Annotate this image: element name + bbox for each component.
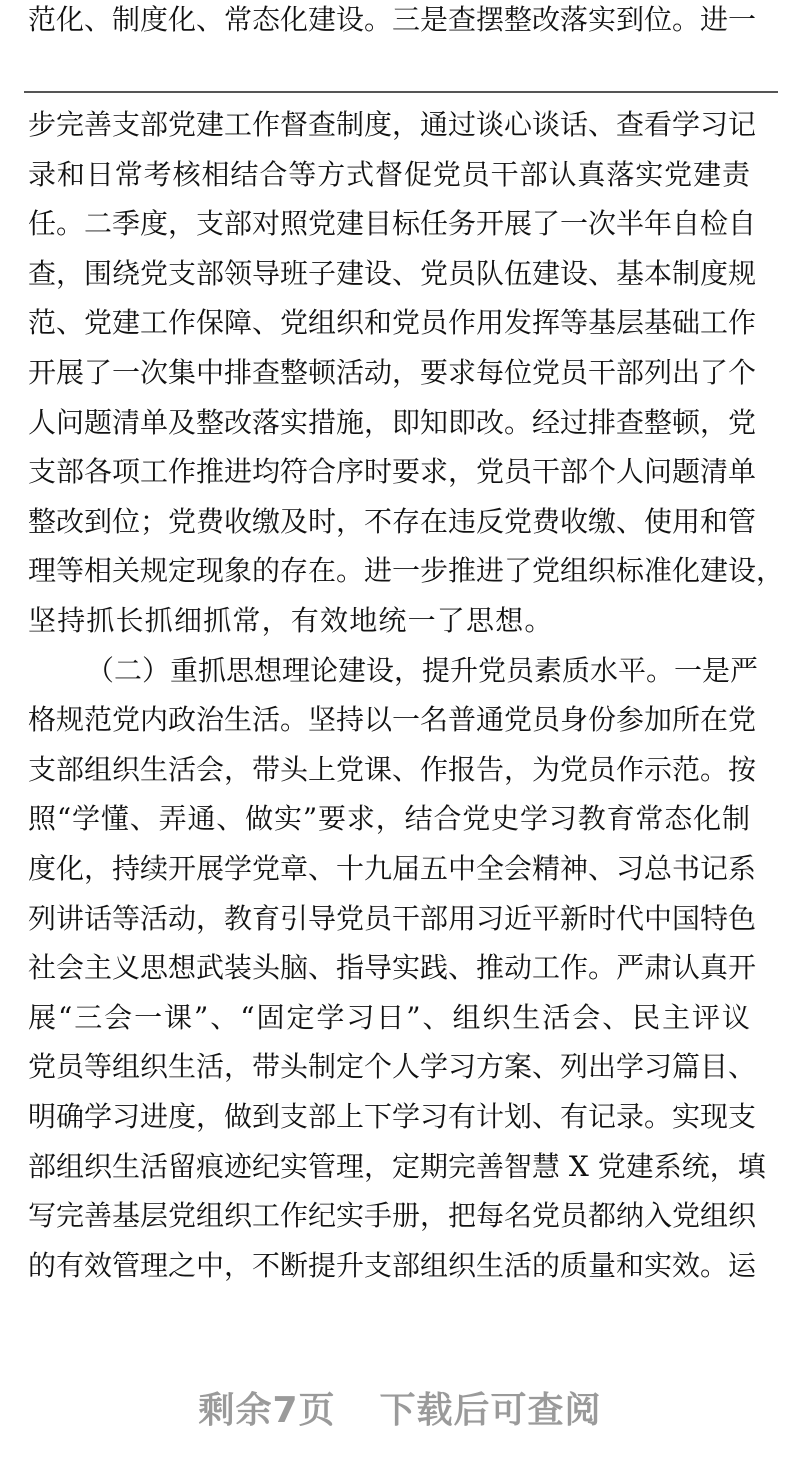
text-line: 度化，持续开展学党章、十九届五中全会精神、习总书记系 [28, 852, 757, 885]
text-line: 查，围绕党支部领导班子建设、党员队伍建设、基本制度规 [28, 256, 757, 290]
text-line: 格规范党内政治生活。坚持以一名普通党员身份参加所在党 [28, 703, 757, 737]
text-line: 坚持抓长抓细抓常，有效地统一了思想。 [28, 604, 554, 637]
text-line: 整改到位；党费收缴及时，不存在违反党费收缴、使用和管 [28, 504, 757, 538]
text-line: 人问题清单及整改落实措施，即知即改。经过排查整顿，党 [28, 405, 757, 439]
text-line: 党员等组织生活，带头制定个人学习方案、列出学习篇目、 [28, 1050, 757, 1084]
text-line: 照“学懂、弄通、做实”要求，结合党史学习教育常态化制 [28, 802, 750, 836]
download-prompt[interactable] [0, 1382, 800, 1433]
text-line: 展“三会一课”、“固定学习日”、组织生活会、民主评议 [28, 1000, 750, 1034]
text-line: 写完善基层党组织工作纪实手册，把每名党员都纳入党组织 [28, 1199, 757, 1233]
text-line: 理等相关规定现象的存在。进一步推进了党组织标准化建设， [28, 554, 785, 588]
text-line: 列讲话等活动，教育引导党员干部用习近平新时代中国特色 [28, 901, 757, 935]
text-line: 支部组织生活会，带头上党课、作报告，为党员作示范。按 [28, 752, 757, 786]
text-line: 范、党建工作保障、党组织和党员作用发挥等基层基础工作 [28, 306, 757, 340]
text-line: 开展了一次集中排查整顿活动，要求每位党员干部列出了个 [28, 356, 757, 389]
text-line: 社会主义思想武装头脑、指导实践、推动工作。严肃认真开 [28, 951, 757, 985]
remaining-pages-label: 剩余7页 [198, 1390, 336, 1431]
text-line: 范化、制度化、常态化建设。三是查摆整改落实到位。进一 [28, 3, 757, 36]
text-line: 录和日常考核相结合等方式督促党员干部认真落实党建责 [28, 157, 750, 191]
download-to-view-label: 下载后可查阅 [379, 1390, 602, 1431]
text-line: 任。二季度，支部对照党建目标任务开展了一次半年自检自 [28, 207, 757, 241]
text-line: 支部各项工作推进均符合序时要求，党员干部个人问题清单 [28, 455, 757, 489]
section-heading-line: （二）重抓思想理论建设，提升党员素质水平。一是严 [86, 653, 759, 687]
text-line: 部组织生活留痕迹纪实管理，定期完善智慧 X 党建系统，填 [28, 1149, 766, 1183]
page-divider [24, 91, 778, 93]
text-line: 明确学习进度，做到支部上下学习有计划、有记录。实现支 [28, 1100, 757, 1133]
text-line: 步完善支部党建工作督查制度，通过谈心谈话、查看学习记 [28, 108, 757, 141]
text-line: 的有效管理之中，不断提升支部组织生活的质量和实效。运 [28, 1248, 757, 1282]
